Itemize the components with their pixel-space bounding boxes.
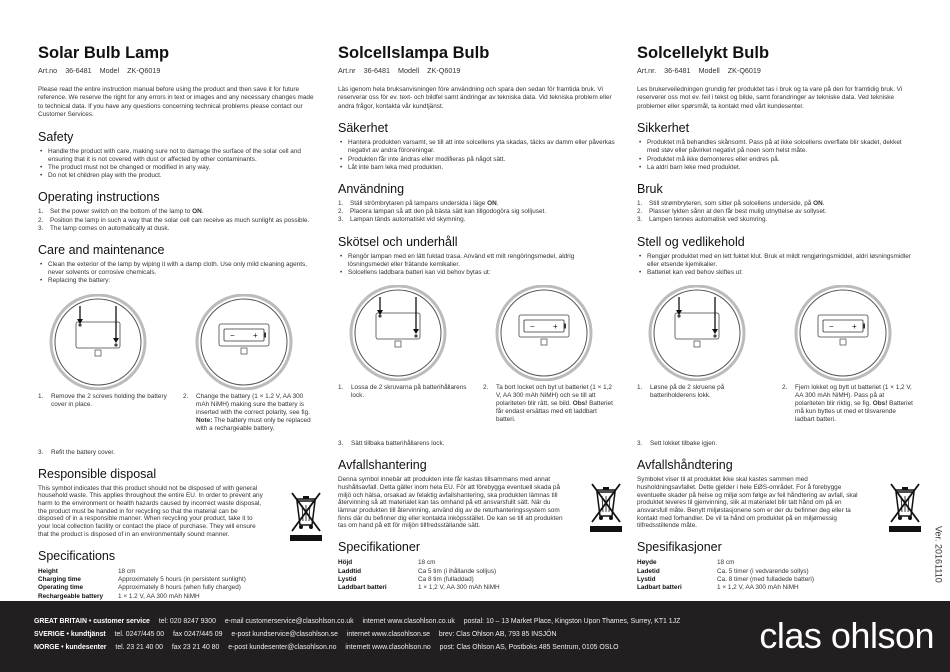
step-text: Lossa de 2 skruvarna på batterihållarens lock. xyxy=(351,384,467,400)
battery-steps xyxy=(38,393,316,449)
table-row xyxy=(338,559,500,567)
list-item: • Produktet må ikke demonteres eller endres på. xyxy=(637,156,915,164)
battery-step-3 xyxy=(38,449,316,457)
list-item: • Låt inte barn leka med produkten. xyxy=(338,164,616,172)
spec-key: Höjd xyxy=(338,559,353,567)
step-text: Still strømbryteren, som sitter på solcellens underside, på xyxy=(649,200,814,208)
table-row xyxy=(637,584,814,592)
list-item: • Replacing the battery: xyxy=(38,277,316,285)
spec-value: 1 × 1,2 V, AA 300 mAh NiMH xyxy=(717,584,799,592)
list-item: • Rengjør produktet med en lett fuktet klut. Bruk et mildt rengjøringsmiddel, aldri løsningsmidler eller etsende kjemikalier. xyxy=(637,253,915,269)
footer-line-no xyxy=(34,644,626,651)
step-text: Lampan tänds automatiskt vid skymning. xyxy=(350,216,466,224)
footer-no-tel: tel. 23 21 40 00 xyxy=(115,644,163,651)
list-item xyxy=(338,216,616,224)
art-number: 36-6481 xyxy=(65,66,92,75)
step-note: Obs! xyxy=(872,400,888,408)
step-text: Lampen tennes automatisk ved skumring. xyxy=(649,216,768,224)
footer-se-tel: tel. 0247/445 00 xyxy=(114,631,165,638)
footer-se-fax: fax 0247/445 09 xyxy=(173,631,223,638)
step-number: 2. xyxy=(483,384,489,392)
art-label: Art.no xyxy=(38,66,58,75)
spec-value: 18 cm xyxy=(717,559,735,567)
lamp-bottom-illustration xyxy=(348,285,448,381)
step-text-start: Change the battery (1 × 1.2 V, AA 300 mAh NiMH) making sure the battery is inserted with the correct polarity, see fig. xyxy=(196,392,310,416)
step-bold: ON xyxy=(487,200,497,208)
spec-table xyxy=(38,568,246,602)
table-row xyxy=(38,593,246,601)
product-title: Solcellelykt Bulb xyxy=(637,44,770,62)
list-item xyxy=(38,217,316,225)
spec-key: Ladetid xyxy=(637,567,660,575)
footer-gb-email[interactable]: e-mail customerservice@clasohlson.co.uk xyxy=(224,618,354,625)
list-item xyxy=(637,208,915,216)
table-row xyxy=(338,576,500,584)
step-number: 1. xyxy=(637,200,643,208)
figure-lamp-bottom xyxy=(647,285,747,381)
footer-no-email[interactable]: e-post kundesenter@clasohlson.no xyxy=(228,644,337,651)
step-text: Refit the battery cover. xyxy=(51,448,115,456)
column-swedish xyxy=(338,44,616,593)
step-text-end: The battery must only be replaced with a rechargeable battery. xyxy=(196,416,311,432)
footer-line-se xyxy=(34,631,564,638)
battery-steps xyxy=(637,384,915,440)
article-number-row xyxy=(338,66,616,75)
step-text-start: Fjern lokket og bytt ut batteriet (1 × 1,2 V, AA 300 mAh NiMH). Pass på at polariteten blir riktig, se fig. xyxy=(795,384,912,408)
disposal-text: Denna symbol innebär att produkten inte får kastas tillsammans med annat hushållsavfall. Detta gäller inom hela EU. För att förebygga eventuell skada på miljö och hälsa, orsakad av felaktig avfallshantering, ska produkten lämnas till återvinning så att materialet kan tas omhand på ett ansvarsfullt sätt. När du lämnar produkten till återvinning, använd dig av de returhanteringssystem som finns där du befinner dig eller kontakta inköpsstället. De kan se till att produkten tas om hand på ett för miljön tillfredsställande sätt. xyxy=(338,476,563,530)
model-label: Modell xyxy=(698,66,720,75)
list-item: • Do not let children play with the product. xyxy=(38,172,316,180)
step-text: Sätt tillbaka batterihållarens lock. xyxy=(351,440,445,448)
list-item: • Produkten får inte ändras eller modifieras på något sätt. xyxy=(338,156,616,164)
spec-value: 18 cm xyxy=(418,559,436,567)
list-item: • Hantera produkten varsamt, se till att inte solcellens yta skadas, täcks av damm eller påverkas negativt av andra föroreningar. xyxy=(338,139,616,155)
table-row xyxy=(637,568,814,576)
spec-heading: Specifikationer xyxy=(338,540,420,555)
intro-text: Läs igenom hela bruksanvisningen före användning och spara den sedan för framtida bruk. Vi reserverar oss för ev. text- och bildfel samt ändringar av tekniska data. Vid tekniska problem eller andra frågor, kontakta vår kundtjänst. xyxy=(338,86,612,110)
footer-line-gb xyxy=(34,618,687,625)
list-item xyxy=(38,208,316,216)
operating-list xyxy=(637,200,915,225)
figure-battery xyxy=(194,294,294,390)
list-item: • Produktet må behandles skånsomt. Pass på at ikke solcellens overflate blir skadet, dekket med støv eller påvirket negativt på noen som helst måte. xyxy=(637,139,915,155)
art-label: Art.nr xyxy=(338,66,356,75)
svg-text:+: + xyxy=(852,322,857,332)
step-number: 2. xyxy=(183,392,189,400)
step-number: 1. xyxy=(38,392,44,400)
weee-bin-icon xyxy=(887,480,923,536)
step-text: Ställ strömbrytaren på lampans undersida i läge xyxy=(350,200,488,208)
battery-step-1 xyxy=(637,384,767,400)
article-number-row xyxy=(38,66,316,75)
step-note: Note: xyxy=(196,416,213,424)
spec-value: Approximately 5 hours (in persistent sunlight) xyxy=(118,575,246,583)
safety-list xyxy=(637,139,915,172)
table-row xyxy=(637,576,814,584)
spec-key: Operating time xyxy=(38,584,84,592)
model-number: ZK-Q6019 xyxy=(127,66,161,75)
list-item xyxy=(38,225,316,233)
table-row xyxy=(338,568,500,576)
table-row xyxy=(338,584,500,592)
spec-heading: Specifications xyxy=(38,548,116,563)
table-row xyxy=(637,559,814,567)
table-row xyxy=(38,584,246,592)
footer-no-internet[interactable]: internett www.clasohlson.no xyxy=(345,644,431,651)
figure-battery xyxy=(793,285,893,381)
footer-no-label: NORGE • kundesenter xyxy=(34,644,107,651)
art-number: 36-6481 xyxy=(664,66,691,75)
spec-key: Charging time xyxy=(38,575,81,583)
battery-step-3 xyxy=(637,440,915,448)
footer-gb-label: GREAT BRITAIN • customer service xyxy=(34,618,150,625)
spec-key: Laddtid xyxy=(338,567,362,575)
step-text xyxy=(782,384,915,424)
spec-key: Laddbart batteri xyxy=(338,584,387,592)
battery-illustrations xyxy=(338,285,616,381)
operating-list xyxy=(38,208,316,233)
footer-se-email[interactable]: e-post kundservice@clasohlson.se xyxy=(231,631,338,638)
disposal-section xyxy=(38,485,316,539)
spec-value: 1 × 1,2 V, AA 300 mAh NiMH xyxy=(418,584,500,592)
step-number: 2. xyxy=(38,216,44,224)
footer-se-postal: brev: Clas Ohlson AB, 793 85 INSJÖN xyxy=(438,631,557,638)
step-text-end: . xyxy=(496,200,499,208)
brand-logo: clas ohlson xyxy=(759,615,934,656)
battery-illustrations xyxy=(38,294,316,390)
step-text: Løsne på de 2 skruene på batteriholderens lokk. xyxy=(650,384,725,400)
footer-no-fax: fax 23 21 40 80 xyxy=(171,644,220,651)
battery-illustrations xyxy=(637,285,915,381)
step-text: The lamp comes on automatically at dusk. xyxy=(50,224,170,232)
disposal-text: Symbolet viser til at produktet ikke skal kastes sammen med husholdningsavfallet. Dette gjelder i hele EØS-området. For å forebygge eventuelle skader på helse og miljø som følge av feil håndtering av avfall, skal produktet leveres til gjenvinning, slik at materialet blir tatt hånd om på en ansvarsfull måte. Benytt miljøstasjonene som er der du befinner deg eller ta kontakt med forhandler. De vil ta hånd om produktet på en miljømessig tilfredsstillende måte. xyxy=(637,476,858,530)
table-row xyxy=(38,568,246,576)
care-heading: Skötsel och underhåll xyxy=(338,234,458,249)
intro-text: Les brukerveiledningen grundig før produktet tas i bruk og ta vare på den for framtidig bruk. Vi reserverer oss mot ev. feil i tekst og bilde, samt forandringer av tekniske data. Ved tekniske problemer eller spørsmål, ta kontakt med vårt kundesenter. xyxy=(637,86,903,110)
step-number: 3. xyxy=(338,440,344,448)
spec-value: Ca. 5 timer (i vedvarende sollys) xyxy=(717,567,809,575)
spec-key: Lystid xyxy=(637,575,656,583)
care-list xyxy=(637,253,915,278)
disposal-text: This symbol indicates that this product should not be disposed of with general household waste. This applies throughout the entire EU. In order to prevent any harm to the environment or health hazards caused by incorrect waste disposal, the product must be handed in for recycling so that the material can be disposed of in a responsible manner. When recycling your product, take it to your local collection facility or contact the place of purchase. They will ensure that the product is disposed of in an environmentally sound manner. xyxy=(38,484,263,538)
figure-lamp-bottom xyxy=(48,294,148,390)
step-number: 3. xyxy=(637,440,643,448)
spec-value: Ca 5 tim (i ihållande solljus) xyxy=(418,567,497,575)
step-number: 1. xyxy=(338,200,344,208)
disposal-heading: Responsible disposal xyxy=(38,466,157,481)
product-title: Solar Bulb Lamp xyxy=(38,44,170,62)
step-number: 2. xyxy=(782,384,788,392)
footer-gb-internet[interactable]: internet www.clasohlson.co.uk xyxy=(362,618,455,625)
spec-key: Ladbart batteri xyxy=(637,584,682,592)
battery-step-2 xyxy=(782,384,915,424)
svg-text:−: − xyxy=(829,322,834,332)
model-label: Model xyxy=(99,66,120,75)
art-label: Art.nr. xyxy=(637,66,657,75)
spec-table xyxy=(338,559,500,593)
weee-symbol xyxy=(887,480,923,539)
model-number: ZK-Q6019 xyxy=(727,66,761,75)
svg-text:−: − xyxy=(530,322,535,332)
step-number: 1. xyxy=(38,208,44,216)
battery-step-1 xyxy=(338,384,468,400)
disposal-section xyxy=(338,476,616,530)
lamp-bottom-illustration xyxy=(48,294,148,390)
step-number: 3. xyxy=(637,216,643,224)
footer-se-internet[interactable]: internet www.clasohlson.se xyxy=(346,631,430,638)
step-text-end: . xyxy=(201,208,204,216)
operating-heading: Operating instructions xyxy=(38,190,160,205)
operating-heading: Användning xyxy=(338,182,405,197)
list-item: • Rengör lampan med en lätt fuktad trasa. Använd ett milt rengöringsmedel, aldrig lösningsmedel eller frätande kemikalier. xyxy=(338,253,616,269)
list-item xyxy=(637,216,915,224)
list-item xyxy=(338,208,616,216)
safety-heading: Säkerhet xyxy=(338,121,389,136)
table-row xyxy=(38,576,246,584)
step-text: Placera lampan så att den på bästa sätt kan tillgodogöra sig solljuset. xyxy=(350,208,547,216)
list-item: • The product must not be changed or modified in any way. xyxy=(38,164,316,172)
spec-heading: Spesifikasjoner xyxy=(637,540,722,555)
spec-value: 1 × 1.2 V, AA 300 mAh NiMH xyxy=(118,592,200,600)
spec-key: Height xyxy=(38,567,58,575)
svg-text:+: + xyxy=(553,322,558,332)
care-list xyxy=(338,253,616,278)
battery-step-3 xyxy=(338,440,616,448)
footer-gb-postal: postal: 10 – 13 Market Place, Kingston Upon Thames, Surrey, KT1 1JZ xyxy=(463,618,681,625)
intro-text: Please read the entire instruction manual before using the product and then save it for future reference. We reserve the right for any errors in text or images and any necessary changes made to technical data. If you have any questions concerning technical problems please contact our Customer Services. xyxy=(38,86,314,119)
footer xyxy=(0,601,950,672)
weee-bin-icon xyxy=(288,489,324,545)
step-number: 3. xyxy=(38,448,44,456)
step-bold: ON xyxy=(192,208,202,216)
safety-list xyxy=(38,148,316,181)
operating-list xyxy=(338,200,616,225)
step-text: Set the power switch on the bottom of the lamp to xyxy=(50,208,193,216)
version-label: Ver. 20161110 xyxy=(934,526,944,583)
spec-value: 18 cm xyxy=(118,567,136,575)
figure-battery xyxy=(494,285,594,381)
spec-value: Ca 8 tim (fulladdad) xyxy=(418,575,474,583)
step-note: Obs! xyxy=(572,400,588,408)
disposal-heading: Avfallshantering xyxy=(338,458,427,473)
footer-se-label: SVERIGE • kundtjänst xyxy=(34,631,106,638)
care-heading: Care and maintenance xyxy=(38,243,165,258)
step-bold: ON xyxy=(813,200,823,208)
art-number: 36-6481 xyxy=(363,66,390,75)
list-item: • Solcellens laddbara batteri kan vid behov bytas ut: xyxy=(338,269,616,277)
safety-heading: Safety xyxy=(38,129,74,144)
footer-gb-tel: tel: 020 8247 9300 xyxy=(158,618,216,625)
list-item: • La aldri barn leke med produktet. xyxy=(637,164,915,172)
spec-key: Rechargeable battery xyxy=(38,592,103,600)
operating-heading: Bruk xyxy=(637,182,663,197)
disposal-heading: Avfallshåndtering xyxy=(637,458,733,473)
weee-symbol xyxy=(588,480,624,539)
column-norwegian xyxy=(637,44,915,593)
step-text: Remove the 2 screws holding the battery cover in place. xyxy=(51,392,167,408)
care-heading: Stell og vedlikehold xyxy=(637,234,745,249)
step-text: Sett lokket tilbake igjen. xyxy=(650,440,718,448)
safety-heading: Sikkerhet xyxy=(637,121,690,136)
list-item: • Batteriet kan ved behov skiftes ut: xyxy=(637,269,915,277)
care-list xyxy=(38,261,316,286)
list-item: • Handle the product with care, making sure not to damage the surface of the solar cell and ensuring that it is not covered with dust or affected by other contaminants. xyxy=(38,148,316,164)
footer-no-postal: post: Clas Ohlson AS, Postboks 485 Sentrum, 0105 OSLO xyxy=(439,644,619,651)
weee-bin-icon xyxy=(588,480,624,536)
list-item: • Clean the exterior of the lamp by wiping it with a damp cloth. Use only mild cleaning agents, never solvents or corrosive chemicals. xyxy=(38,261,316,277)
figure-lamp-bottom xyxy=(348,285,448,381)
step-text-end: Batteriet får endast ersättas med ett laddbart batteri. xyxy=(496,400,613,424)
svg-text:+: + xyxy=(253,330,258,340)
spec-value: Ca. 8 timer (med fulladede batteri) xyxy=(717,575,814,583)
battery-compartment-illustration xyxy=(494,285,594,381)
step-number: 2. xyxy=(338,208,344,216)
step-text: Position the lamp in such a way that the solar cell can receive as much sunlight as possible. xyxy=(50,216,310,224)
step-text xyxy=(483,384,616,424)
step-number: 2. xyxy=(637,208,643,216)
spec-table xyxy=(637,559,814,593)
spec-key: Lystid xyxy=(338,575,357,583)
step-text: Plasser lykten sånn at den får best mulig utnyttelse av sollyset. xyxy=(649,208,827,216)
model-label: Modell xyxy=(397,66,420,75)
step-number: 3. xyxy=(38,224,44,232)
step-number: 3. xyxy=(338,216,344,224)
weee-symbol xyxy=(288,489,324,548)
step-number: 1. xyxy=(637,384,643,392)
step-text-end: . xyxy=(822,200,825,208)
list-item xyxy=(338,200,616,208)
battery-compartment-illustration xyxy=(793,285,893,381)
lamp-bottom-illustration xyxy=(647,285,747,381)
product-title: Solcellslampa Bulb xyxy=(338,44,490,62)
column-english xyxy=(38,44,316,601)
step-number: 1. xyxy=(338,384,344,392)
spec-key: Høyde xyxy=(637,559,657,567)
svg-text:−: − xyxy=(230,330,235,340)
spec-value: Approximately 8 hours (when fully charged) xyxy=(118,584,241,592)
step-text-start: Ta bort locket och byt ut batteriet (1 × 1,2 V, AA 300 mAh NiMH) och se till att polariteten blir rätt, se bild. xyxy=(496,384,612,408)
disposal-section xyxy=(637,476,915,530)
step-text-end: Batteriet må kun byttes ut med et tilsvarende ladbart batteri. xyxy=(795,400,913,424)
battery-steps xyxy=(338,384,616,440)
step-text xyxy=(183,393,316,433)
model-number: ZK-Q6019 xyxy=(427,66,461,75)
safety-list xyxy=(338,139,616,172)
battery-compartment-illustration xyxy=(194,294,294,390)
list-item xyxy=(637,200,915,208)
battery-step-2 xyxy=(483,384,616,424)
battery-step-2 xyxy=(183,393,316,433)
battery-step-1 xyxy=(38,393,168,409)
article-number-row xyxy=(637,66,915,75)
